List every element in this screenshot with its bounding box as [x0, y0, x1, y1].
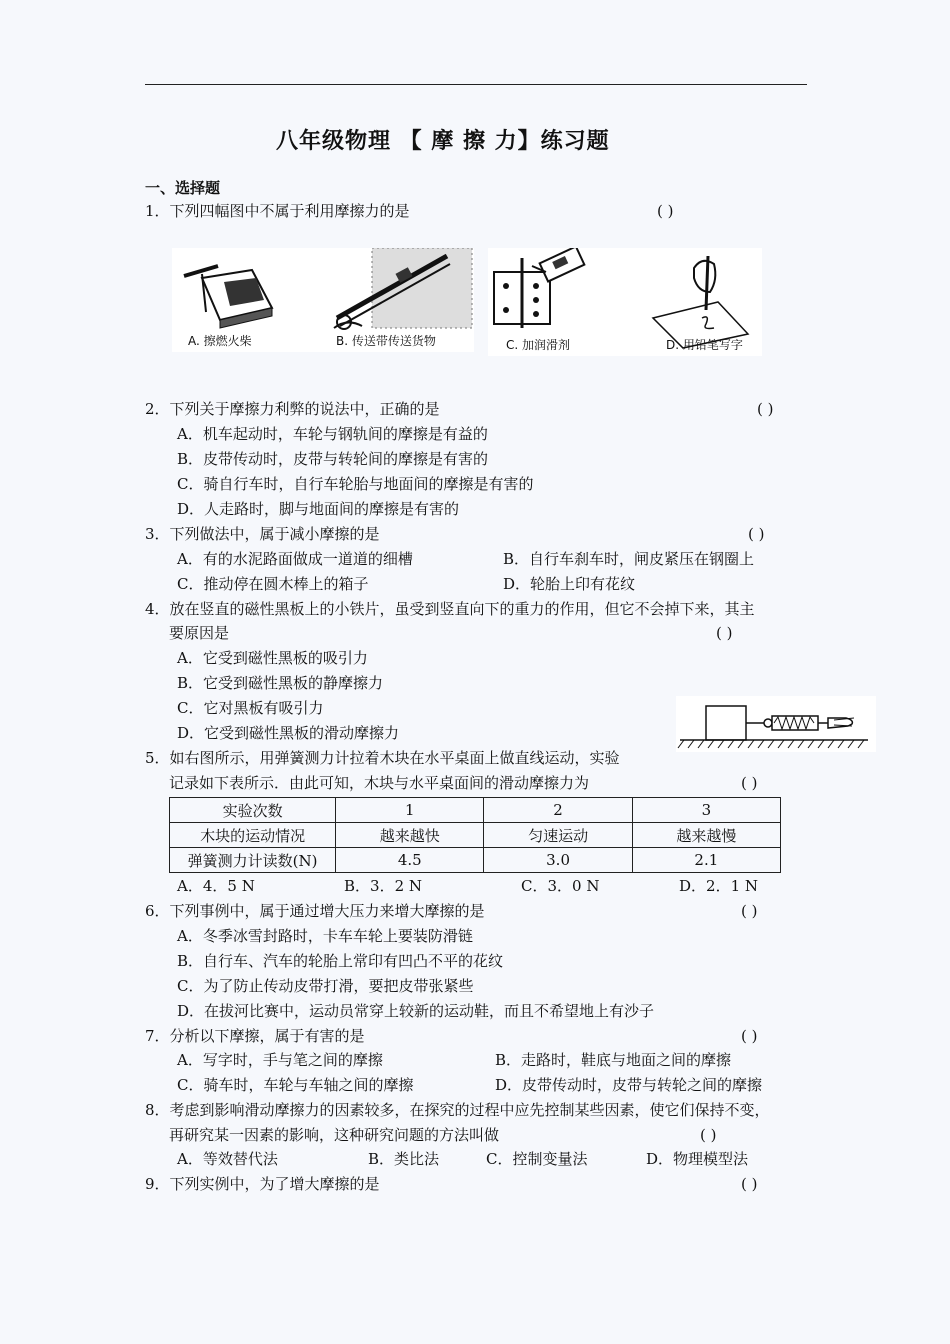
q3-answer-paren: ( ) [748, 525, 765, 543]
q1-caption-d: D. 用铅笔写字 [666, 338, 743, 352]
q5-answer-paren: ( ) [741, 774, 758, 792]
table-cell: 越来越快 [336, 823, 484, 848]
q4-option-b: B．它受到磁性黑板的静摩擦力 [177, 674, 384, 692]
q4-stem: 4．放在竖直的磁性黑板上的小铁片，虽受到竖直向下的重力的作用，但它不会掉下来，其主 [145, 600, 755, 618]
q5-stem-cont: 记录如下表所示．由此可知，木块与水平桌面间的滑动摩擦力为 [169, 774, 590, 792]
q4-answer-paren: ( ) [716, 624, 733, 642]
q5-option-c: C．3．0 N [521, 877, 600, 895]
q6-stem: 6．下列事例中，属于通过增大压力来增大摩擦的是 [145, 902, 485, 920]
q7-option-c: C．骑车时，车轮与车轴之间的摩擦 [177, 1076, 414, 1094]
table-cell: 弹簧测力计读数(N) [170, 848, 336, 873]
table-cell: 1 [336, 798, 484, 823]
page-title: 八年级物理 【 摩 擦 力】练习题 [276, 129, 610, 154]
table-row [170, 823, 781, 848]
q2-option-a: A．机车起动时，车轮与钢轨间的摩擦是有益的 [177, 425, 488, 443]
q4-option-d: D．它受到磁性黑板的滑动摩擦力 [177, 724, 400, 742]
q5-option-b: B．3．2 N [344, 877, 423, 895]
table-row [170, 848, 781, 873]
q8-option-b: B．类比法 [368, 1150, 440, 1168]
q5-stem: 5．如右图所示，用弹簧测力计拉着木块在水平桌面上做直线运动，实验 [145, 749, 620, 767]
q5-option-d: D．2．1 N [679, 877, 759, 895]
q4-option-a: A．它受到磁性黑板的吸引力 [177, 649, 368, 667]
q1-caption-b: B. 传送带传送货物 [336, 334, 436, 348]
q1-caption-a: A. 擦燃火柴 [188, 334, 252, 348]
q5-data-table [169, 797, 781, 873]
q8-stem-cont: 再研究某一因素的影响，这种研究问题的方法叫做 [169, 1126, 500, 1144]
q4-stem-cont: 要原因是 [169, 624, 230, 642]
table-cell: 3.0 [484, 848, 632, 873]
q2-answer-paren: ( ) [757, 400, 774, 418]
q1-figure-ab [172, 248, 474, 352]
spring-scale-block-image [676, 696, 876, 752]
table-cell: 越来越慢 [632, 823, 780, 848]
table-cell: 实验次数 [170, 798, 336, 823]
q7-option-a: A．写字时，手与笔之间的摩擦 [177, 1051, 383, 1069]
table-cell: 匀速运动 [484, 823, 632, 848]
q8-stem: 8．考虑到影响滑动摩擦力的因素较多，在探究的过程中应先控制某些因素，使它们保持不变， [145, 1101, 770, 1119]
q9-answer-paren: ( ) [741, 1175, 758, 1193]
q6-option-b: B．自行车、汽车的轮胎上常印有凹凸不平的花纹 [177, 952, 504, 970]
q3-option-b: B．自行车刹车时，闸皮紧压在钢圈上 [503, 550, 755, 568]
q1-caption-c: C. 加润滑剂 [506, 338, 571, 352]
q7-option-b: B．走路时，鞋底与地面之间的摩擦 [495, 1051, 732, 1069]
table-cell: 2 [484, 798, 632, 823]
q5-figure [676, 696, 876, 752]
section-heading: 一、选择题 [145, 179, 221, 197]
q8-option-c: C．控制变量法 [486, 1150, 588, 1168]
q2-option-c: C．骑自行车时，自行车轮胎与地面间的摩擦是有害的 [177, 475, 534, 493]
q8-option-a: A．等效替代法 [177, 1150, 278, 1168]
q2-stem: 2．下列关于摩擦力利弊的说法中，正确的是 [145, 400, 440, 418]
q2-option-d: D．人走路时，脚与地面间的摩擦是有害的 [177, 500, 460, 518]
q3-option-a: A．有的水泥路面做成一道道的细槽 [177, 550, 413, 568]
q4-option-c: C．它对黑板有吸引力 [177, 699, 324, 717]
q7-stem: 7．分析以下摩擦，属于有害的是 [145, 1027, 365, 1045]
table-row [170, 798, 781, 823]
q3-option-c: C．推动停在圆木棒上的箱子 [177, 575, 369, 593]
q3-option-d: D．轮胎上印有花纹 [503, 575, 636, 593]
top-rule [145, 84, 807, 85]
q6-option-a: A．冬季冰雪封路时，卡车车轮上要装防滑链 [177, 927, 473, 945]
q6-option-d: D．在拔河比赛中，运动员常穿上较新的运动鞋，而且不希望地上有沙子 [177, 1002, 655, 1020]
q8-answer-paren: ( ) [700, 1126, 717, 1144]
q9-stem: 9．下列实例中，为了增大摩擦的是 [145, 1175, 380, 1193]
q1-stem: 1．下列四幅图中不属于利用摩擦力的是 [145, 202, 410, 220]
q3-stem: 3．下列做法中，属于减小摩擦的是 [145, 525, 380, 543]
table-cell: 3 [632, 798, 780, 823]
q1-answer-paren: ( ) [657, 202, 674, 220]
table-cell: 木块的运动情况 [170, 823, 336, 848]
q1-figure-cd [488, 248, 762, 356]
q2-option-b: B．皮带传动时，皮带与转轮间的摩擦是有害的 [177, 450, 489, 468]
table-cell: 4.5 [336, 848, 484, 873]
table-cell: 2.1 [632, 848, 780, 873]
q6-option-c: C．为了防止传动皮带打滑，要把皮带张紧些 [177, 977, 474, 995]
q7-option-d: D．皮带传动时，皮带与转轮之间的摩擦 [495, 1076, 763, 1094]
q8-option-d: D．物理模型法 [646, 1150, 749, 1168]
q5-option-a: A．4．5 N [177, 877, 255, 895]
q6-answer-paren: ( ) [741, 902, 758, 920]
q7-answer-paren: ( ) [741, 1027, 758, 1045]
